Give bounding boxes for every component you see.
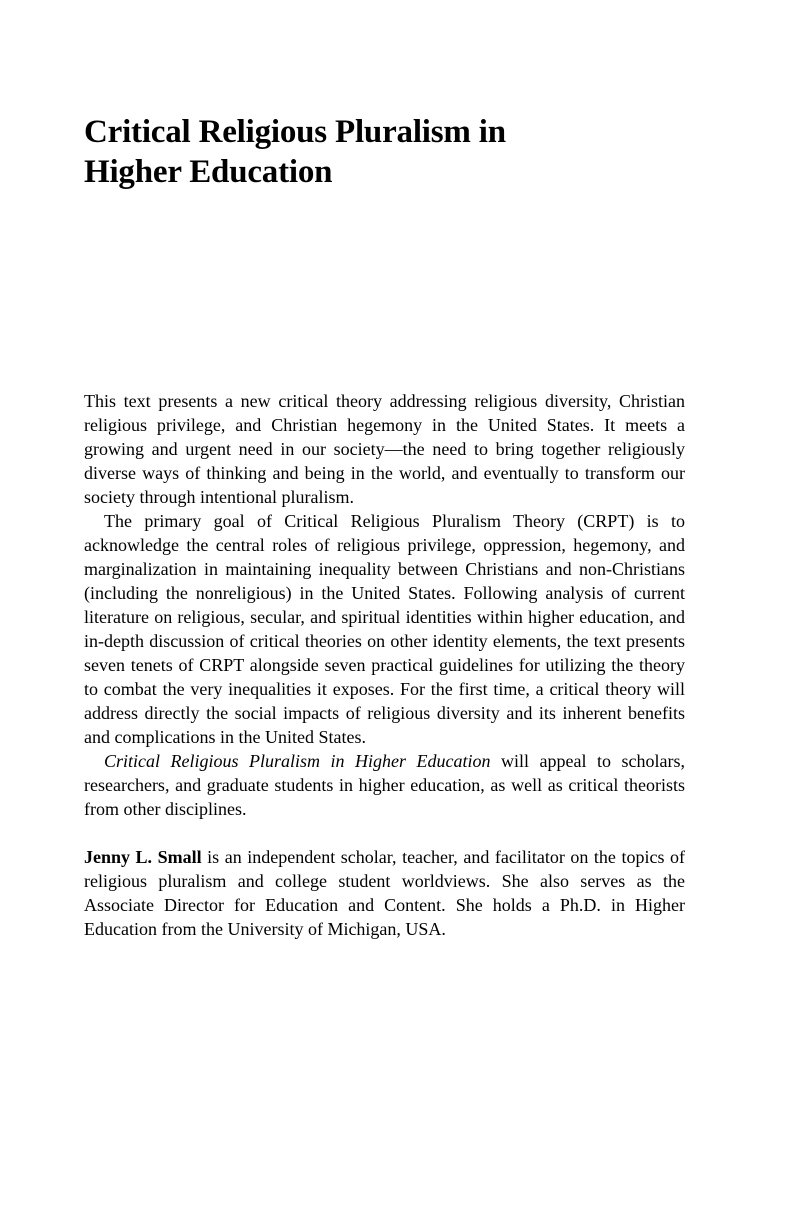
author-bio-text: is an independent scholar, teacher, and facilitator on the topics of religious pluralism and college student worldviews. She also serves as the Associate Director for Education and Content. She holds a Ph.D. in Higher Education from the University of Michigan, USA.: [84, 847, 685, 939]
description-paragraph-2: The primary goal of Critical Religious Pluralism Theory (CRPT) is to acknowledge the central roles of religious privilege, oppression, hegemony, and marginalization in maintaining inequality between Christians and non-Christians (including the nonreligious) in the United States. Following analysis of current literature on religious, secular, and spiritual identities within higher education, and in-depth discussion of critical theories on other identity elements, the text presents seven tenets of CRPT alongside seven practical guidelines for utilizing the theory to combat the very inequalities it exposes. For the first time, a critical theory will address directly the social impacts of religious diversity and its inherent benefits and complications in the United States.: [84, 511, 685, 747]
book-title-line-1: Critical Religious Pluralism in: [84, 114, 506, 150]
paragraph-3-text: will appeal to scholars, researchers, and graduate students in higher education, as well as critical theorists from other disciplines.: [84, 751, 685, 819]
description-paragraph-3: [84, 749, 685, 821]
description-body: [84, 389, 685, 941]
description-paragraph-1: This text presents a new critical theory addressing religious diversity, Christian religious privilege, and Christian hegemony in the United States. It meets a growing and urgent need in our society—the need to bring together religiously diverse ways of thinking and being in the world, and eventually to transform our society through intentional pluralism.: [84, 391, 685, 507]
author-bio: [84, 845, 685, 941]
book-title-line-2: Higher Education: [84, 154, 333, 190]
italic-book-title: Critical Religious Pluralism in Higher Education: [104, 751, 491, 771]
author-name: Jenny L. Small: [84, 847, 202, 867]
book-title: [84, 112, 684, 192]
